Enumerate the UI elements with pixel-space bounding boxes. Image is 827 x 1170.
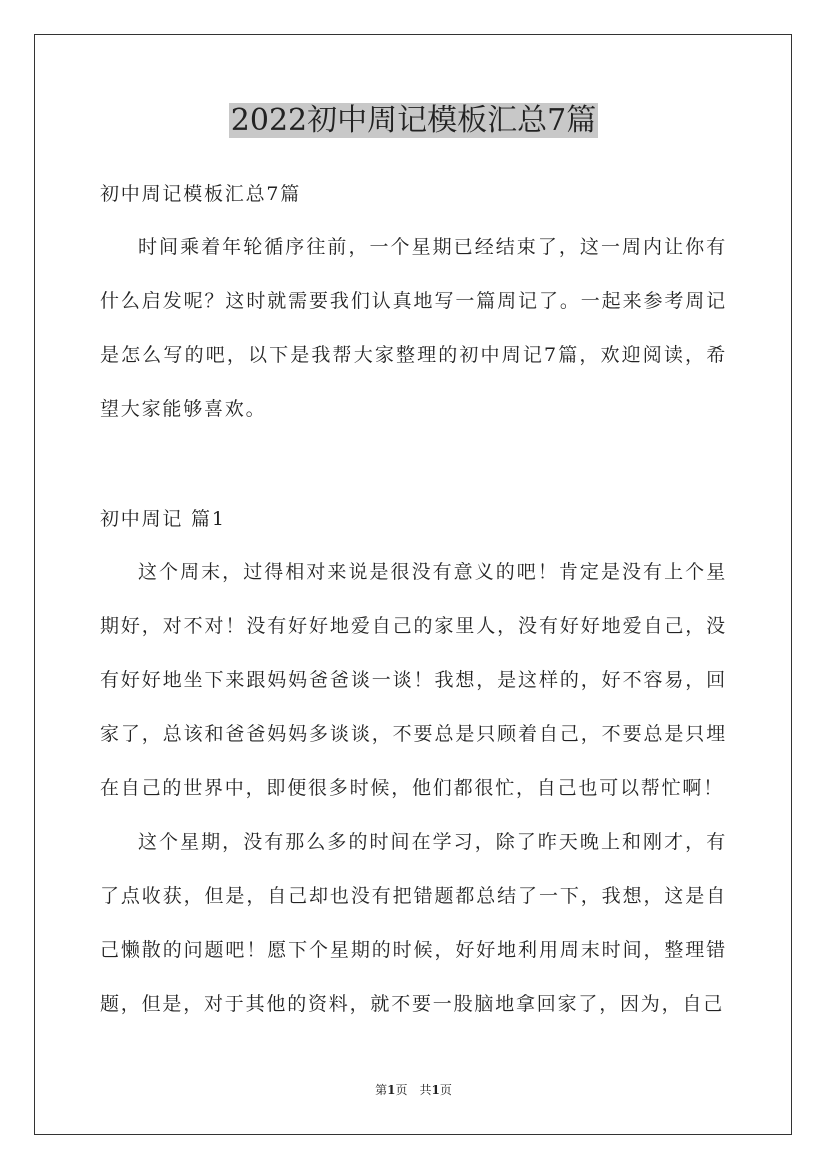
page-current: 1	[387, 1083, 396, 1097]
document-subtitle: 初中周记模板汇总7篇	[100, 183, 302, 205]
section-heading: 初中周记 篇1	[100, 508, 226, 530]
page-footer	[0, 1082, 827, 1098]
intro-paragraph	[100, 220, 727, 436]
section-paragraph: 这个周末，过得相对来说是很没有意义的吧！肯定是没有上个星期好，对不对！没有好好地爱自己的家里人，没有好好地爱自己，没有好好地坐下来跟妈妈爸爸谈一谈！我想，是这样的，好不容易，回家了，总该和爸爸妈妈多谈谈，不要总是只顾着自己，不要总是只埋在自己的世界中，即便很多时候，他们都很忙，自己也可以帮忙啊！	[100, 561, 727, 799]
page-total: 1	[431, 1083, 440, 1097]
document-title	[0, 100, 827, 142]
page-mid: 页 共	[395, 1083, 432, 1097]
document-title-text: 2022初中周记模板汇总7篇	[230, 103, 597, 138]
page-suffix: 页	[439, 1083, 452, 1097]
section-body	[100, 545, 727, 1031]
intro-text: 时间乘着年轮循序往前，一个星期已经结束了，这一周内让你有什么启发呢？这时就需要我们认真地写一篇周记了。一起来参考周记是怎么写的吧，以下是我帮大家整理的初中周记7篇，欢迎阅读，希望大家能够喜欢。	[100, 236, 727, 420]
page-prefix: 第	[375, 1083, 388, 1097]
section-paragraph: 这个星期，没有那么多的时间在学习，除了昨天晚上和刚才，有了点收获，但是，自己却也没有把错题都总结了一下，我想，这是自己懒散的问题吧！愿下个星期的时候，好好地利用周末时间，整理错题，但是，对于其他的资料，就不要一股脑地拿回家了，因为，自己	[100, 831, 727, 1015]
